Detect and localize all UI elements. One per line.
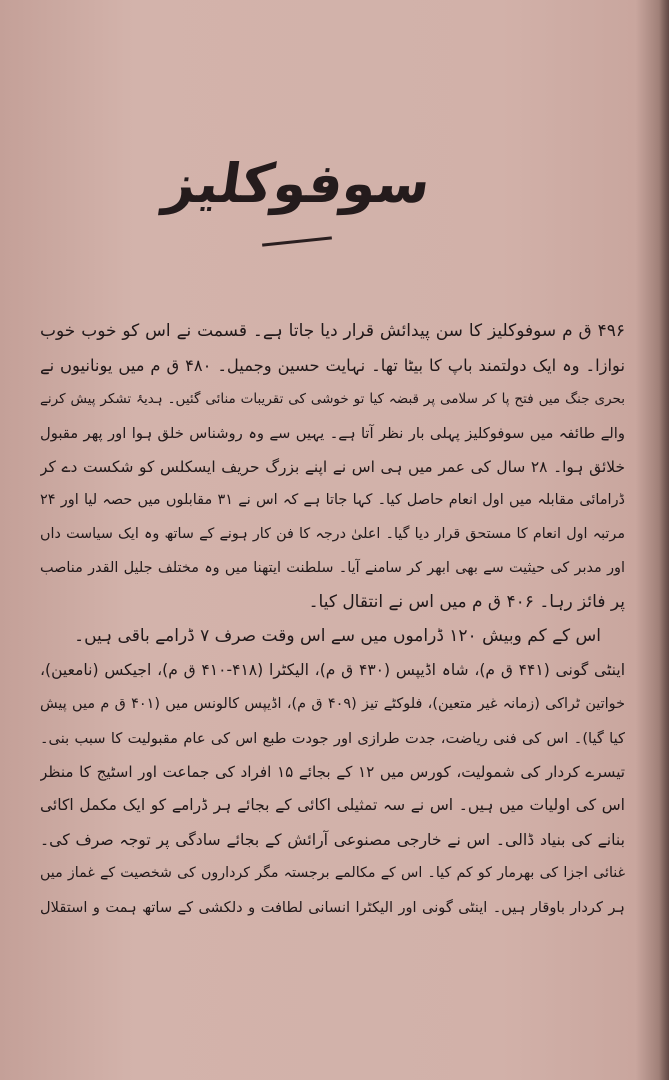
text-line: بحری جنگ میں فتح پا کر سلامی پر قبضہ کیا تو خوشی کی تقریبات منائی گئیں۔ ہدیۂ تشکر پیش کرنے <box>40 390 625 407</box>
page-title: سوفوکلیز <box>160 152 435 215</box>
body-text <box>40 315 625 925</box>
text-line: اینٹی گونی (۴۴۱ ق م)، شاہ اڈیپس (۴۳۰ ق م)، الیکٹرا (۴۱۸-۴۱۰ ق م)، اجیکس (نامعین)، <box>40 660 625 679</box>
text-line: بنانے کی بنیاد ڈالی۔ اس نے خارجی مصنوعی آرائش کے بجائے سادگی پر توجہ صرف کی۔ <box>40 830 625 850</box>
text-line: تیسرے کردار کی شمولیت، کورس میں ۱۲ کے بجائے ۱۵ افراد کی جماعت اور اسٹیج کا منظر <box>40 762 625 781</box>
text-line: پر فائز رہا۔ ۴۰۶ ق م میں اس نے انتقال کیا۔ <box>308 592 625 613</box>
text-line: اس کی اولیات میں ہیں۔ اس نے سہ تمثیلی اکائی کے بجائے ہر ڈرامے کو ایک مکمل اکائی <box>40 796 625 815</box>
text-line: ۴۹۶ ق م سوفوکلیز کا سن پیدائش قرار دیا جاتا ہے۔ قسمت نے اس کو خوب خوب <box>40 321 625 341</box>
title-flourish <box>262 236 332 246</box>
text-line: خلائق ہوا۔ ۲۸ سال کی عمر میں ہی اس نے اپنے بزرگ حریف ایسکلس کو شکست دے کر <box>40 457 625 476</box>
text-line: والے طائفہ میں سوفوکلیز پہلی بار نظر آتا ہے۔ یہیں سے وہ روشناس خلق ہوا اور پھر مقبول <box>40 424 625 442</box>
text-line: اور مدبر کی حیثیت سے بھی ابھر کر سامنے آیا۔ سلطنت ایتھنا میں وہ مختلف جلیل القدر مناصب <box>40 560 625 577</box>
text-line: کیا گیا)۔ اس کی فنی ریاضت، جدت طرازی اور جودت طبع اس کی عام مقبولیت کا سبب بنی۔ <box>40 729 625 747</box>
text-line: ہر کردار باوقار ہیں۔ اینٹی گونی اور الیکٹرا انسانی لطافت و دلکشی کے ساتھ ہمت و استقلال <box>40 899 625 917</box>
text-line: مرتبہ اول انعام کا مستحق قرار دیا گیا۔ اعلیٰ درجہ کا فن کار ہونے کے ساتھ وہ ایک سیاست داں <box>40 526 625 543</box>
text-line: نوازا۔ وہ ایک دولتمند باپ کا بیٹا تھا۔ نہایت حسین وجمیل۔ ۴۸۰ ق م میں یونانیوں نے <box>40 355 625 375</box>
text-line: خواتین ٹراکی (زمانہ غیر متعین)، فلوکٹے تیز (۴۰۹ ق م)، اڈیپس کالونس میں (۴۰۱ ق م میں پیش <box>40 695 625 712</box>
text-line: اس کے کم وبیش ۱۲۰ ڈراموں میں سے اس وقت صرف ۷ ڈرامے باقی ہیں۔ <box>74 626 601 647</box>
text-line: غنائی اجزا کی بھرمار کو کم کیا۔ اس کے مکالمے برجستہ مگر کرداروں کی شخصیت کے غماز میں <box>40 865 625 882</box>
text-line: ڈرامائی مقابلہ میں اول انعام حاصل کیا۔ کہا جاتا ہے کہ اس نے ۳۱ مقابلوں میں حصہ لیا اور ۲۴ <box>40 492 625 509</box>
page-edge-shadow <box>659 0 669 1080</box>
